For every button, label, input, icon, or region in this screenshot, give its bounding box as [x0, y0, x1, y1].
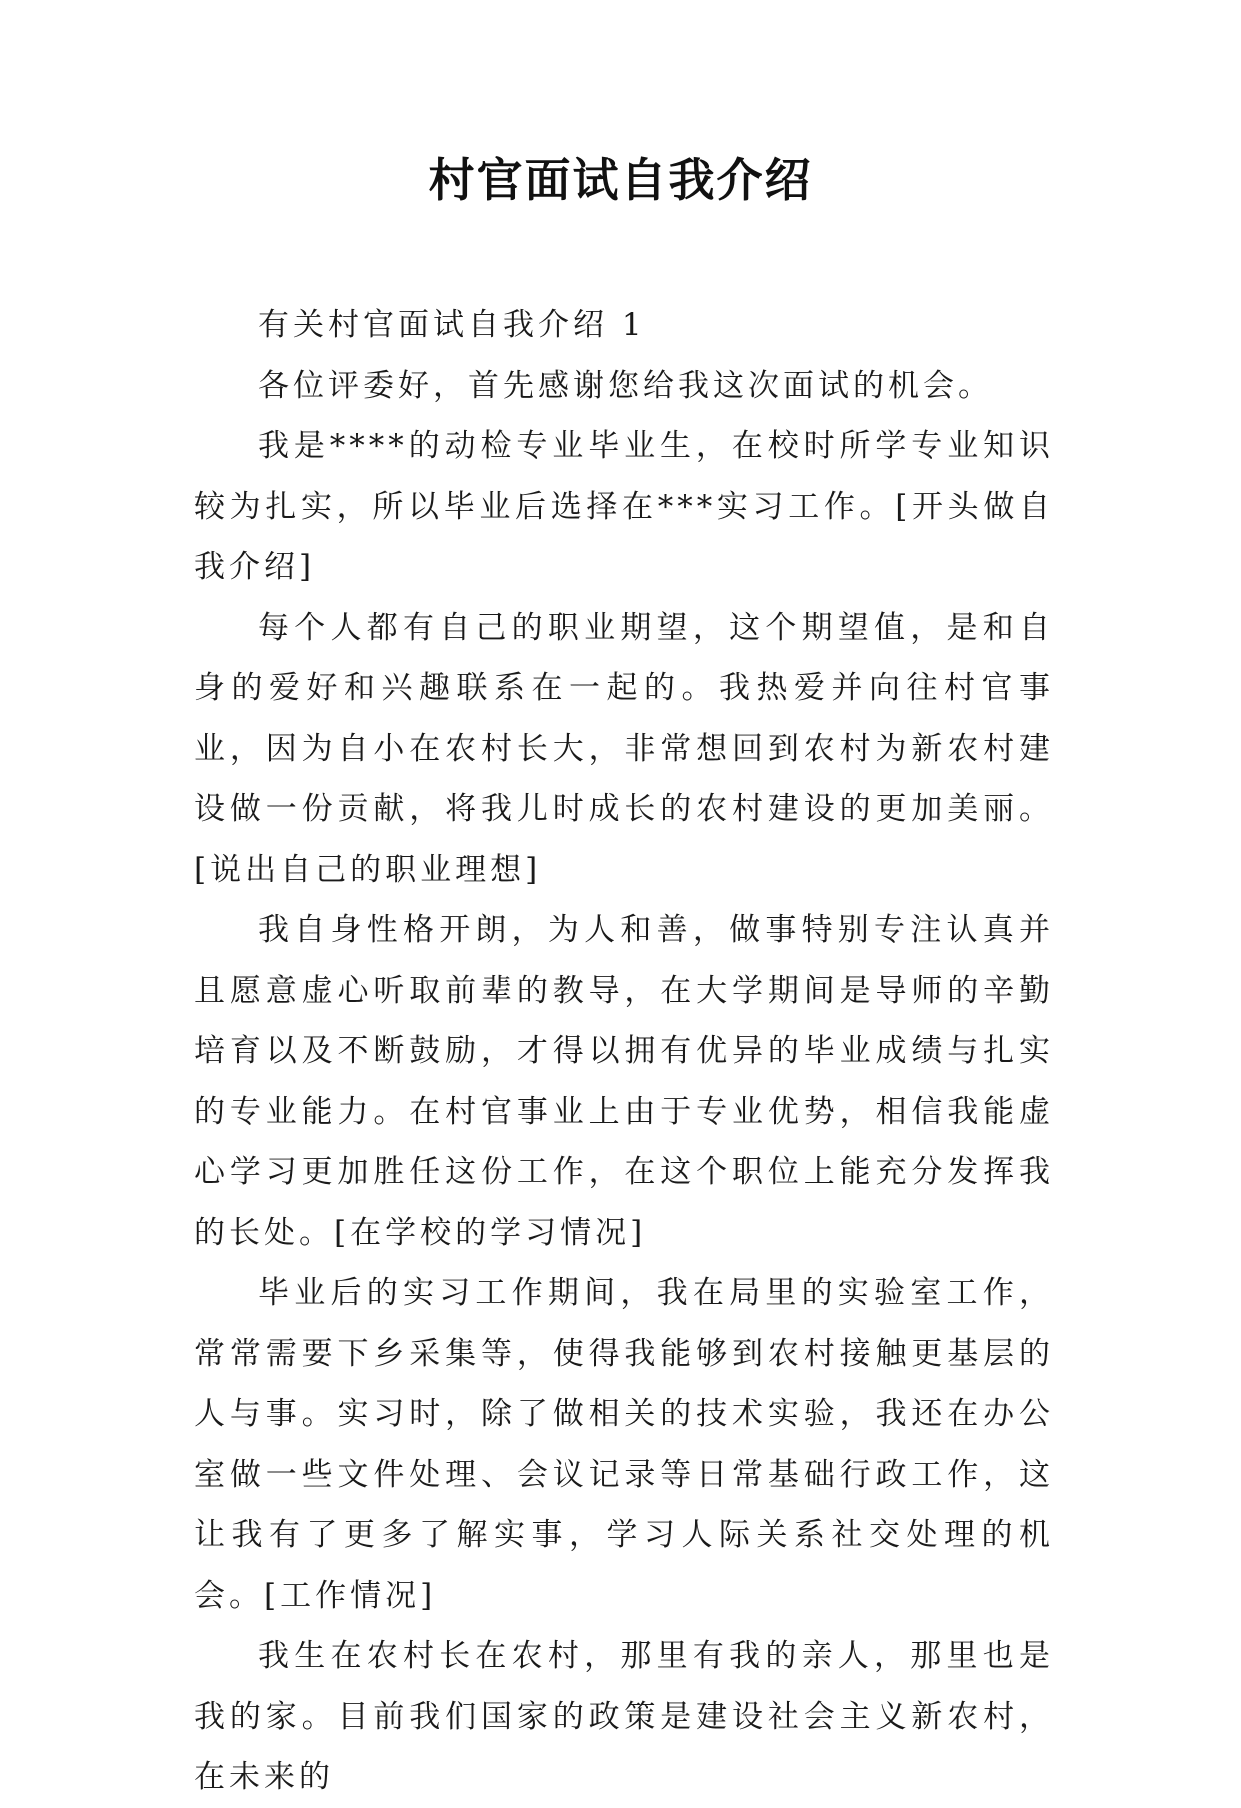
paragraph-school-study: 我自身性格开朗，为人和善，做事特别专注认真并且愿意虚心听取前辈的教导，在大学期间是导师的辛勤培育以及不断鼓励，才得以拥有优异的毕业成绩与扎实的专业能力。在村官事业上由于专业优势，相信我能虚心学习更加胜任这份工作，在这个职位上能充分发挥我的长处。[在学校的学习情况]: [194, 912, 1054, 1251]
paragraph-greeting: 各位评委好，首先感谢您给我这次面试的机会。: [258, 367, 993, 404]
paragraph-career-ideal: 每个人都有自己的职业期望，这个期望值，是和自身的爱好和兴趣联系在一起的。我热爱并向往村官事业，因为自小在农村长大，非常想回到农村为新农村建设做一份贡献，将我儿时成长的农村建设的更加美丽。[说出自己的职业理想]: [194, 609, 1054, 888]
paragraph-hometown: 我生在农村长在农村，那里有我的亲人，那里也是我的家。目前我们国家的政策是建设社会主义新农村，在未来的: [194, 1638, 1054, 1795]
paragraph-intro: 我是****的动检专业毕业生，在校时所学专业知识较为扎实，所以毕业后选择在***实习工作。[开头做自我介绍]: [194, 428, 1054, 585]
paragraph-heading: 有关村官面试自我介绍 1: [258, 307, 646, 343]
document-title: 村官面试自我介绍: [428, 153, 813, 207]
document-body: [194, 295, 1054, 1808]
paragraph-work: 毕业后的实习工作期间，我在局里的实验室工作，常常需要下乡采集等，使得我能够到农村接触更基层的人与事。实习时，除了做相关的技术实验，我还在办公室做一些文件处理、会议记录等日常基础行政工作，这让我有了更多了解实事，学习人际关系社交处理的机会。[工作情况]: [194, 1275, 1054, 1614]
